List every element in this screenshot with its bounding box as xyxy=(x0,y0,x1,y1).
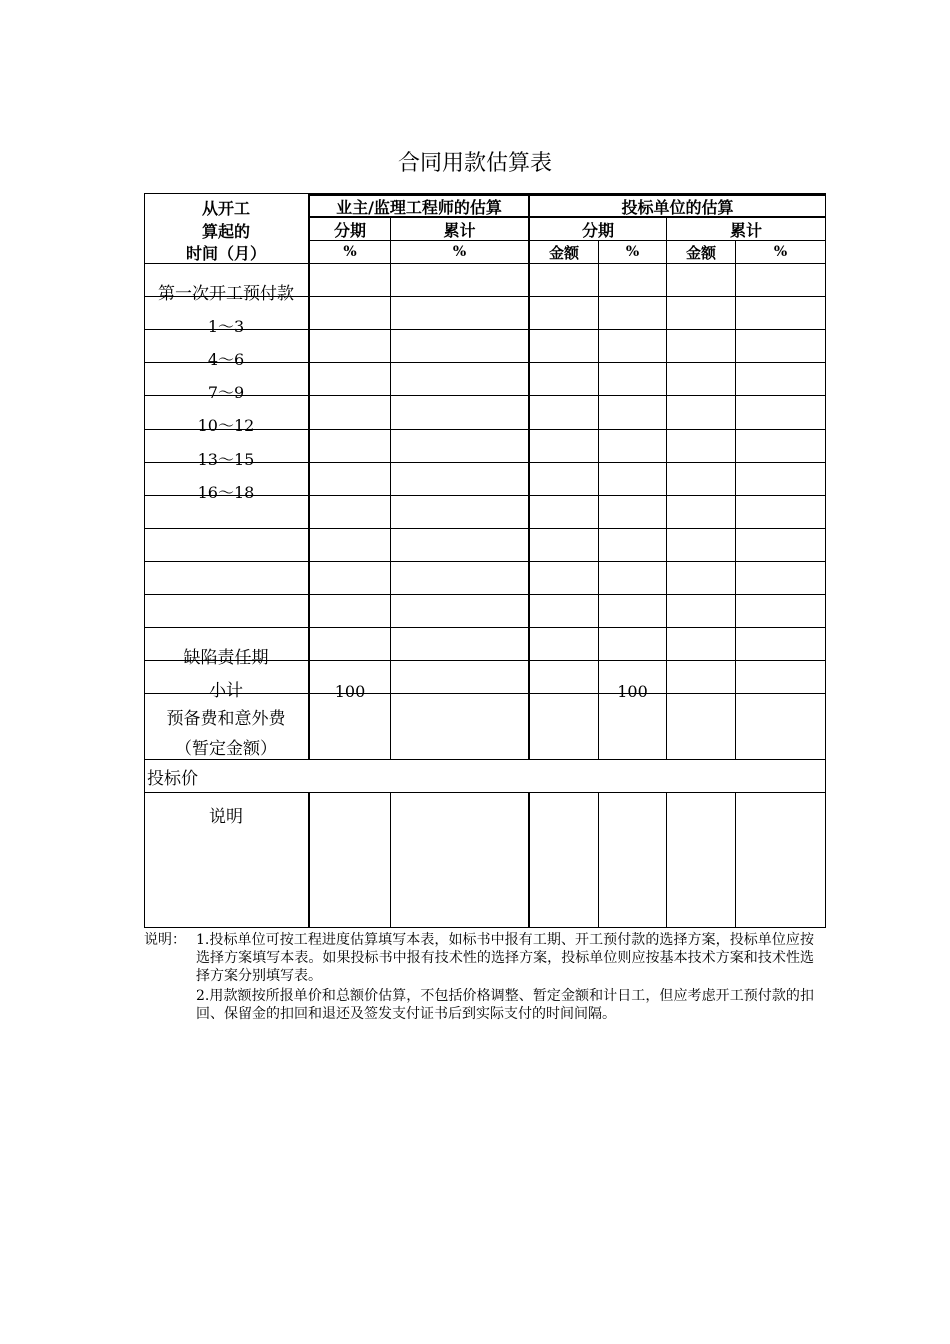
header-pct-owner-installment: % xyxy=(343,244,357,260)
header-pct-bidder-cumulative: % xyxy=(773,244,788,260)
header-pct-bidder-installment: % xyxy=(625,244,640,260)
row-label-month: 16～18 xyxy=(197,483,255,502)
note-item-1: 1.投标单位可按工程进度估算填写本表，如标书中报有工期、开工预付款的选择方案，投标单位应按选择方案填写本表。如果投标书中报有技术性的选择方案，投标单位则应按基本技术方案和技术性选择方案分别填写表。 xyxy=(196,932,814,984)
subtotal-bidder-installment-pct: 100 xyxy=(617,682,648,701)
row-label-reserve-note: （暂定金额） xyxy=(175,738,277,759)
estimate-table xyxy=(144,193,826,928)
header-time-line1: 从开工 xyxy=(201,198,250,218)
row-label-reserve: 预备费和意外费 xyxy=(166,708,286,729)
header-bidder-installment: 分期 xyxy=(581,220,614,240)
header-owner-cumulative: 累计 xyxy=(443,220,476,240)
row-label-bid-price: 投标价 xyxy=(147,768,198,789)
header-time-line3: 时间（月） xyxy=(185,243,266,263)
note-item-2: 2.用款额按所报单价和总额价估算，不包括价格调整、暂定金额和计日工，但应考虑开工预付款的扣回、保留金的扣回和退还及签发支付证书后到实际支付的时间间隔。 xyxy=(196,988,814,1022)
subtotal-owner-installment-pct: 100 xyxy=(334,682,366,701)
row-label-month: 13～15 xyxy=(197,450,255,469)
header-owner-installment: 分期 xyxy=(333,220,366,240)
header-bidder-cumulative: 累计 xyxy=(729,220,762,240)
header-amount-bidder-cumulative: 金额 xyxy=(685,243,716,262)
header-bidder-estimate: 投标单位的估算 xyxy=(621,197,734,217)
header-pct-owner-cumulative: % xyxy=(452,244,467,260)
row-label-advance-payment: 第一次开工预付款 xyxy=(158,284,294,304)
row-label-remarks: 说明 xyxy=(209,806,243,827)
notes-lead: 说明： xyxy=(144,932,186,948)
row-label-month: 7～9 xyxy=(207,383,245,402)
header-owner-estimate: 业主/监理工程师的估算 xyxy=(336,197,502,217)
page-title: 合同用款估算表 xyxy=(397,151,552,176)
row-label-subtotal: 小计 xyxy=(209,681,243,701)
row-label-month: 1～3 xyxy=(207,317,245,336)
header-amount-bidder-installment: 金额 xyxy=(548,243,579,262)
row-label-defects-liability: 缺陷责任期 xyxy=(183,648,269,668)
header-time-line2: 算起的 xyxy=(201,221,250,241)
row-label-month: 4～6 xyxy=(207,350,245,369)
row-label-month: 10～12 xyxy=(197,416,255,435)
notes xyxy=(144,931,814,1023)
